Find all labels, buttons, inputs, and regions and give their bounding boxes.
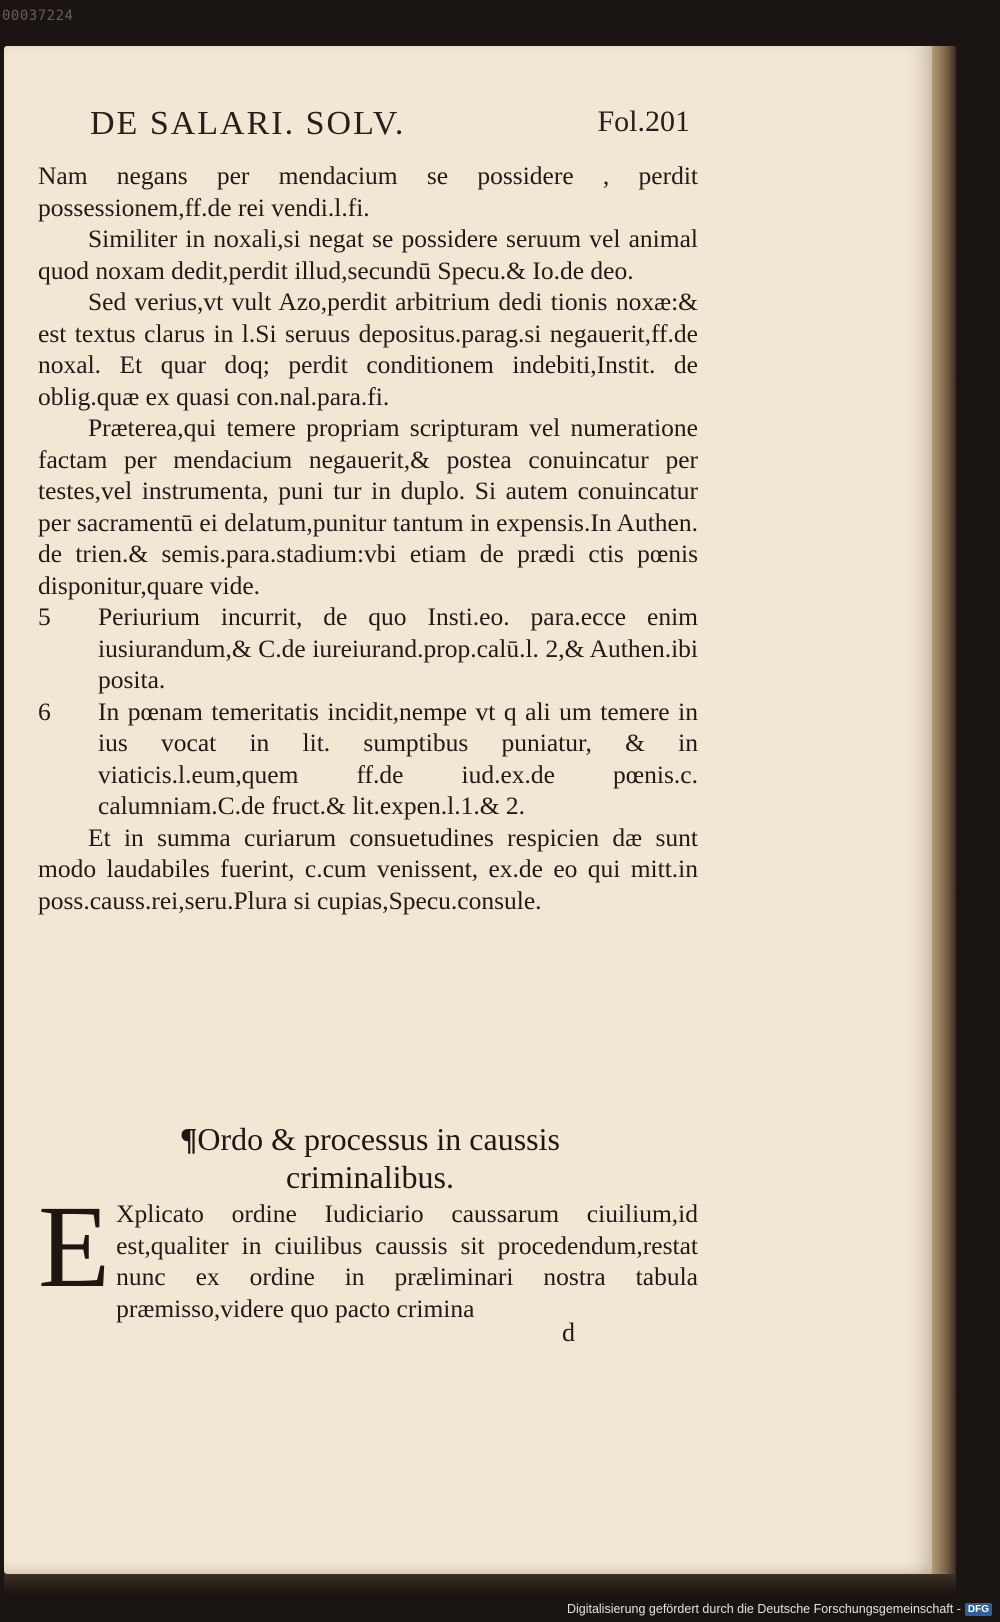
chapter-text: Xplicato ordine Iudiciario caussarum ciuilium,id est,qualiter in ciuilibus caussis sit procedendum,restat nunc ex ordine in præliminari nostra tabula præmisso,videre quo pacto crimina: [116, 1199, 698, 1323]
paragraph-6: In pœnam temeritatis incidit,nempe vt q ali um temere in ius vocat in lit. sumptibus puniatur, & in viaticis.l.eum,quem ff.de iud.ex.de pœnis.c. calumniam.C.de fruct.& lit.expen.l.1.& 2.: [98, 696, 698, 820]
section-heading-line-1: Ordo & processus in caussis: [197, 1121, 560, 1157]
numbered-paragraph-6: [38, 696, 698, 822]
digitization-credit: [567, 1602, 992, 1616]
running-title: DE SALARI. SOLV.: [90, 105, 406, 142]
running-header: [90, 105, 690, 143]
paragraph-3: Sed verius,vt vult Azo,perdit arbitrium dedi tionis noxæ:& est textus clarus in l.Si seruus depositus.parag.si negauerit,ff.de noxal. Et quar doq; perdit conditionem indebiti,Instit. de oblig.quæ ex quasi con.nal.para.fi.: [38, 287, 698, 411]
folio-number: Fol.201: [597, 105, 690, 138]
paragraph-5: Periurium incurrit, de quo Insti.eo. para.ecce enim iusiurandum,& C.de iureiurand.prop.calū.l. 2,& Authen.ibi posita.: [98, 602, 698, 694]
paragraph-1: Nam negans per mendacium se possidere , perdit possessionem,ff.de rei vendi.l.fi.: [38, 161, 698, 222]
paragraph-7: Et in summa curiarum consuetudines respicien dæ sunt modo laudabiles fuerint, c.cum venissent, ex.de eo qui mitt.in poss.causs.rei,seru.Plura si cupias,Specu.consule.: [38, 822, 698, 915]
signature-mark: d: [562, 1318, 575, 1347]
paragraph-2: Similiter in noxali,si negat se possidere seruum vel animal quod noxam dedit,perdit illud,secundū Specu.& Io.de deo.: [38, 224, 698, 285]
drop-cap: E: [38, 1181, 111, 1312]
pilcrow-icon: ¶: [180, 1121, 198, 1157]
section-heading: [120, 1120, 620, 1196]
bottom-strip: [4, 1574, 956, 1594]
section-heading-line-2: criminalibus.: [286, 1159, 454, 1195]
credit-text: Digitalisierung gefördert durch die Deutsche Forschungsgemeinschaft -: [566, 1602, 961, 1616]
scan-id: 00037224: [2, 8, 74, 24]
page-edge: [932, 46, 956, 1574]
paragraph-4: Præterea,qui temere propriam scripturam vel numeratione factam per mendacium negauerit,& postea conuincatur per testes,vel instrumenta, puni tur in duplo. Si autem conuincatur per sacramentū ei delatum,punitur tantum in expensis.In Authen. de trien.& semis.para.stadium:vbi etiam de prædi ctis pœnis disponitur,quare vide.: [38, 413, 698, 600]
paragraph-number: 6: [38, 696, 51, 726]
chapter-opening: [38, 1181, 698, 1324]
numbered-paragraph-5: [38, 601, 698, 696]
dfg-logo: DFG: [965, 1603, 992, 1616]
paragraph-number: 5: [38, 602, 51, 631]
main-text: [38, 160, 698, 916]
